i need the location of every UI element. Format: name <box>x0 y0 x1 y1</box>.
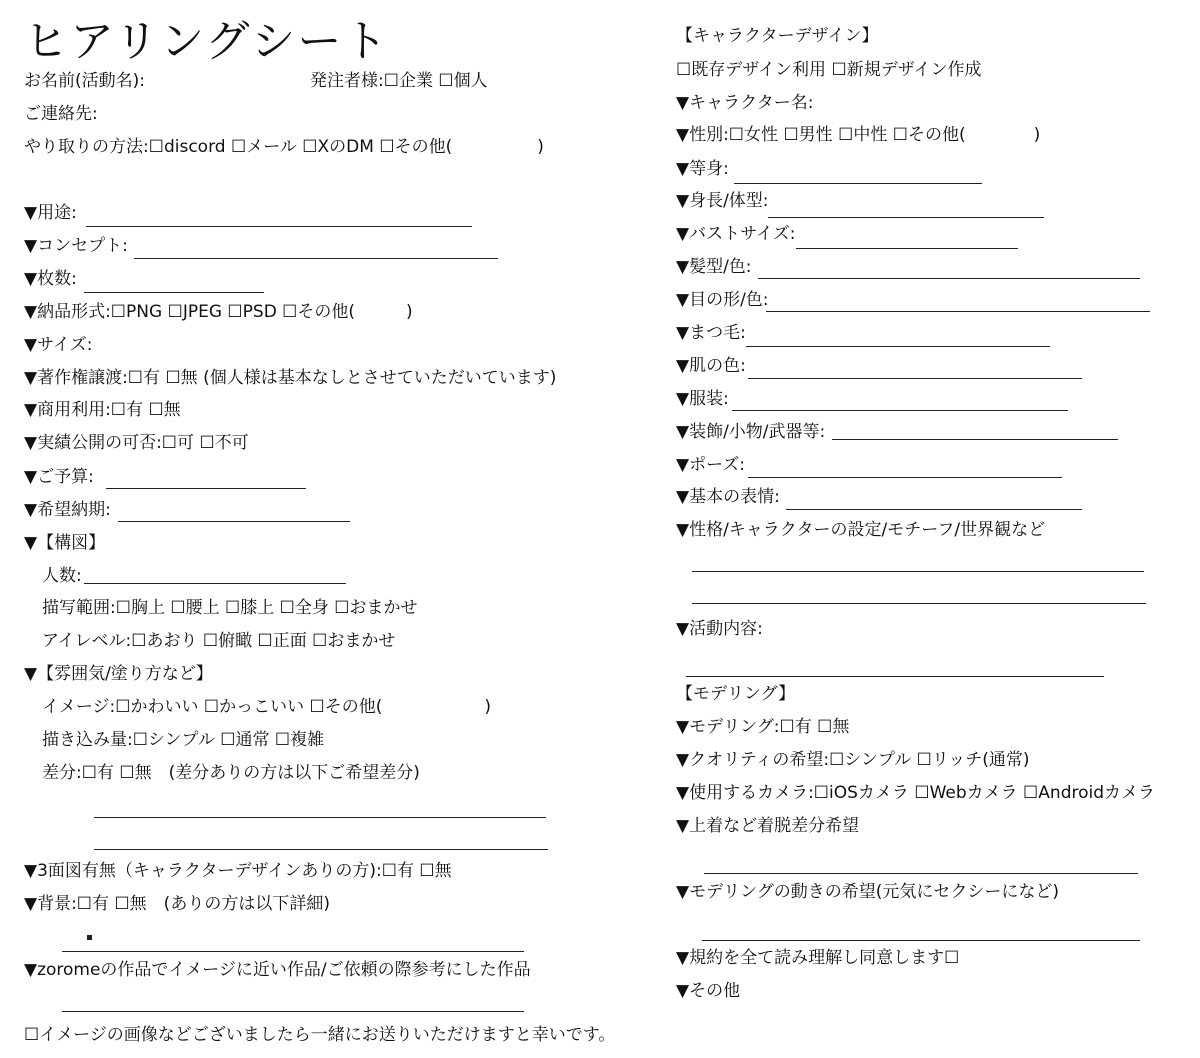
variants-options[interactable]: 差分:☐有 ☐無 (差分ありの方は以下ご希望差分) <box>42 763 420 783</box>
other-label: ▼その他 <box>676 981 741 1001</box>
modeling-section-heading: 【モデリング】 <box>676 684 796 704</box>
activity-label: ▼活動内容: <box>676 619 763 639</box>
eye-level-options[interactable]: アイレベル:☐あおり ☐俯瞰 ☐正面 ☐おまかせ <box>42 631 396 651</box>
size-field-label: ▼サイズ: <box>24 335 93 355</box>
personality-label: ▼性格/キャラクターの設定/モチーフ/世界観など <box>676 520 1046 540</box>
contact-field-label: ご連絡先: <box>24 104 98 124</box>
skin-color-label: ▼肌の色: <box>676 356 746 376</box>
clothes-variant-input-line[interactable] <box>704 873 1138 874</box>
pose-input-line[interactable] <box>748 477 1062 478</box>
image-style-options[interactable]: イメージ:☐かわいい ☐かっこいい ☐その他( ) <box>42 697 492 717</box>
publish-permission-options[interactable]: ▼実績公開の可否:☐可 ☐不可 <box>24 433 249 453</box>
personality-input-line-2[interactable] <box>692 603 1146 604</box>
concept-field-label: ▼コンセプト: <box>24 236 128 256</box>
accessories-input-line[interactable] <box>832 439 1118 440</box>
communication-method-options[interactable]: やり取りの方法:☐discord ☐メール ☐XのDM ☐その他( ) <box>24 137 544 157</box>
bust-size-label: ▼バストサイズ: <box>676 224 796 244</box>
bust-size-input-line[interactable] <box>796 248 1018 249</box>
budget-field-label: ▼ご予算: <box>24 467 94 487</box>
people-count-input-line[interactable] <box>84 583 346 584</box>
outfit-input-line[interactable] <box>732 410 1068 411</box>
deadline-input-line[interactable] <box>118 521 350 522</box>
name-field-label: お名前(活動名): <box>24 71 145 91</box>
expression-input-line[interactable] <box>786 509 1082 510</box>
commercial-use-options[interactable]: ▼商用利用:☐有 ☐無 <box>24 400 181 420</box>
background-input-line[interactable] <box>62 951 524 952</box>
design-type-options[interactable]: ☐既存デザイン利用 ☐新規デザイン作成 <box>676 60 982 80</box>
count-field-label: ▼枚数: <box>24 269 77 289</box>
expression-label: ▼基本の表情: <box>676 487 780 507</box>
lashes-input-line[interactable] <box>746 346 1050 347</box>
eyes-input-line[interactable] <box>766 311 1150 312</box>
concept-input-line[interactable] <box>134 258 498 259</box>
atmosphere-section-heading: ▼【雰囲気/塗り方など】 <box>24 664 213 684</box>
eyes-label: ▼目の形/色: <box>676 290 769 310</box>
reference-input-line[interactable] <box>62 1011 524 1012</box>
gender-options[interactable]: ▼性別:☐女性 ☐男性 ☐中性 ☐その他( ) <box>676 125 1041 145</box>
outfit-label: ▼服装: <box>676 389 729 409</box>
hair-input-line[interactable] <box>758 278 1140 279</box>
hair-label: ▼髪型/色: <box>676 257 752 277</box>
purpose-input-line[interactable] <box>86 226 472 227</box>
deadline-field-label: ▼希望納期: <box>24 500 111 520</box>
clothes-variant-label: ▼上着など着脱差分希望 <box>676 816 860 836</box>
copyright-options[interactable]: ▼著作権譲渡:☐有 ☐無 (個人様は基本なしとさせていただいています) <box>24 368 557 388</box>
composition-section-heading: ▼【構図】 <box>24 533 106 553</box>
budget-input-line[interactable] <box>106 488 306 489</box>
bullet-dot <box>87 935 92 940</box>
proportion-input-line[interactable] <box>734 183 982 184</box>
people-count-label: 人数: <box>42 566 82 586</box>
quality-options[interactable]: ▼クオリティの希望:☐シンプル ☐リッチ(通常) <box>676 750 1030 770</box>
pose-label: ▼ポーズ: <box>676 455 745 475</box>
proportion-label: ▼等身: <box>676 159 729 179</box>
reference-works-label: ▼zoromeの作品でイメージに近い作品/ご依頼の際参考にした作品 <box>24 960 531 980</box>
terms-agreement-checkbox[interactable]: ▼規約を全て読み理解し同意します☐ <box>676 948 960 968</box>
lashes-label: ▼まつ毛: <box>676 323 746 343</box>
character-name-label: ▼キャラクター名: <box>676 93 814 113</box>
modeling-options[interactable]: ▼モデリング:☐有 ☐無 <box>676 717 850 737</box>
three-view-options[interactable]: ▼3面図有無（キャラクターデザインありの方):☐有 ☐無 <box>24 861 452 881</box>
variants-input-line-1[interactable] <box>94 817 546 818</box>
accessories-label: ▼装飾/小物/武器等: <box>676 422 826 442</box>
variants-input-line-2[interactable] <box>94 849 548 850</box>
character-design-section-heading: 【キャラクターデザイン】 <box>676 26 879 46</box>
height-body-input-line[interactable] <box>768 217 1044 218</box>
page-title: ヒアリングシート <box>24 16 390 67</box>
purpose-field-label: ▼用途: <box>24 203 77 223</box>
height-body-label: ▼身長/体型: <box>676 191 769 211</box>
activity-input-line[interactable] <box>686 676 1104 677</box>
camera-options[interactable]: ▼使用するカメラ:☐iOSカメラ ☐Webカメラ ☐Androidカメラ <box>676 783 1156 803</box>
format-options[interactable]: ▼納品形式:☐PNG ☐JPEG ☐PSD ☐その他( ) <box>24 302 413 322</box>
personality-input-line-1[interactable] <box>692 571 1144 572</box>
skin-color-input-line[interactable] <box>748 378 1082 379</box>
detail-level-options[interactable]: 描き込み量:☐シンプル ☐通常 ☐複雑 <box>42 730 325 750</box>
count-input-line[interactable] <box>84 292 264 293</box>
client-type-options[interactable]: 発注者様:☐企業 ☐個人 <box>310 71 488 91</box>
drawing-range-options[interactable]: 描写範囲:☐胸上 ☐腰上 ☐膝上 ☐全身 ☐おまかせ <box>42 598 418 618</box>
motion-preference-label: ▼モデリングの動きの希望(元気にセクシーになど) <box>676 882 1059 902</box>
background-options[interactable]: ▼背景:☐有 ☐無 (ありの方は以下詳細) <box>24 894 330 914</box>
motion-preference-input-line[interactable] <box>702 940 1140 941</box>
image-attachment-note[interactable]: ☐イメージの画像などございましたら一緒にお送りいただけますと幸いです。 <box>24 1025 616 1045</box>
